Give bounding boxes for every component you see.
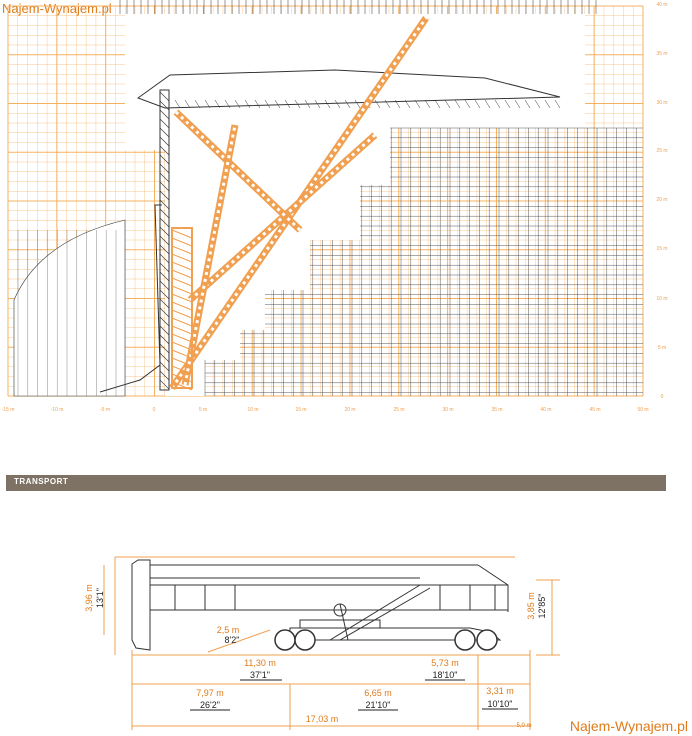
segment2-metric: 6,65 m xyxy=(364,688,392,698)
watermark-bottom: Najem-Wynajem.pl xyxy=(569,718,688,734)
transport-dimensions-diagram xyxy=(0,540,692,736)
y-tick: 15 m xyxy=(656,246,668,252)
tail-imperial: 8'2" xyxy=(224,635,240,645)
rear-length-imperial: 18'10" xyxy=(432,670,458,680)
x-tick: 15 m xyxy=(295,407,307,413)
x-tick: 0 xyxy=(152,407,156,413)
x-tick: -15 m xyxy=(1,407,15,413)
width-imperial: 12'85" xyxy=(537,593,547,619)
x-tick: 20 m xyxy=(344,407,356,413)
x-axis-ticks xyxy=(2,407,649,413)
height-metric: 3,96 m xyxy=(84,584,94,612)
x-tick: 40 m xyxy=(540,407,552,413)
x-tick: -5 m xyxy=(100,407,110,413)
front-length-metric: 11,30 m xyxy=(244,658,276,668)
segment3-metric: 3,31 m xyxy=(486,686,514,696)
x-tick: 5 m xyxy=(198,407,208,413)
section-header-bar xyxy=(6,475,666,491)
segment2-imperial: 21'10" xyxy=(365,700,391,710)
height-imperial: 13'1" xyxy=(95,588,105,608)
x-tick: 45 m xyxy=(589,407,601,413)
x-tick: 25 m xyxy=(393,407,405,413)
y-tick: 25 m xyxy=(656,148,668,154)
x-tick: 50 m xyxy=(637,407,649,413)
y-tick: 20 m xyxy=(656,197,668,203)
section-title: TRANSPORT xyxy=(14,477,69,486)
x-tick: 10 m xyxy=(247,407,259,413)
watermark-top: Najem-Wynajem.pl xyxy=(2,1,112,16)
y-tick: 10 m xyxy=(656,296,668,302)
crane-transport-outline xyxy=(132,560,508,650)
y-tick: 5 m xyxy=(657,345,667,351)
x-tick: -10 m xyxy=(50,407,64,413)
tail-metric: 2,5 m xyxy=(216,625,240,635)
end-length-metric: 5,0 m xyxy=(516,723,532,729)
y-tick: 40 m xyxy=(656,2,668,8)
y-tick: 0 xyxy=(660,394,664,400)
segment3-imperial: 10'10" xyxy=(487,699,513,709)
y-tick: 35 m xyxy=(656,51,668,57)
rear-length-metric: 5,73 m xyxy=(431,658,459,668)
width-metric: 3,85 m xyxy=(526,592,536,620)
y-tick: 30 m xyxy=(656,100,668,106)
x-tick: 35 m xyxy=(491,407,503,413)
x-tick: 30 m xyxy=(442,407,454,413)
total-length-metric: 17,03 m xyxy=(305,714,339,724)
segment1-metric: 7,97 m xyxy=(196,688,224,698)
front-length-imperial: 37'1" xyxy=(250,670,270,680)
y-axis-ticks xyxy=(656,2,667,400)
segment1-imperial: 26'2" xyxy=(200,700,220,710)
